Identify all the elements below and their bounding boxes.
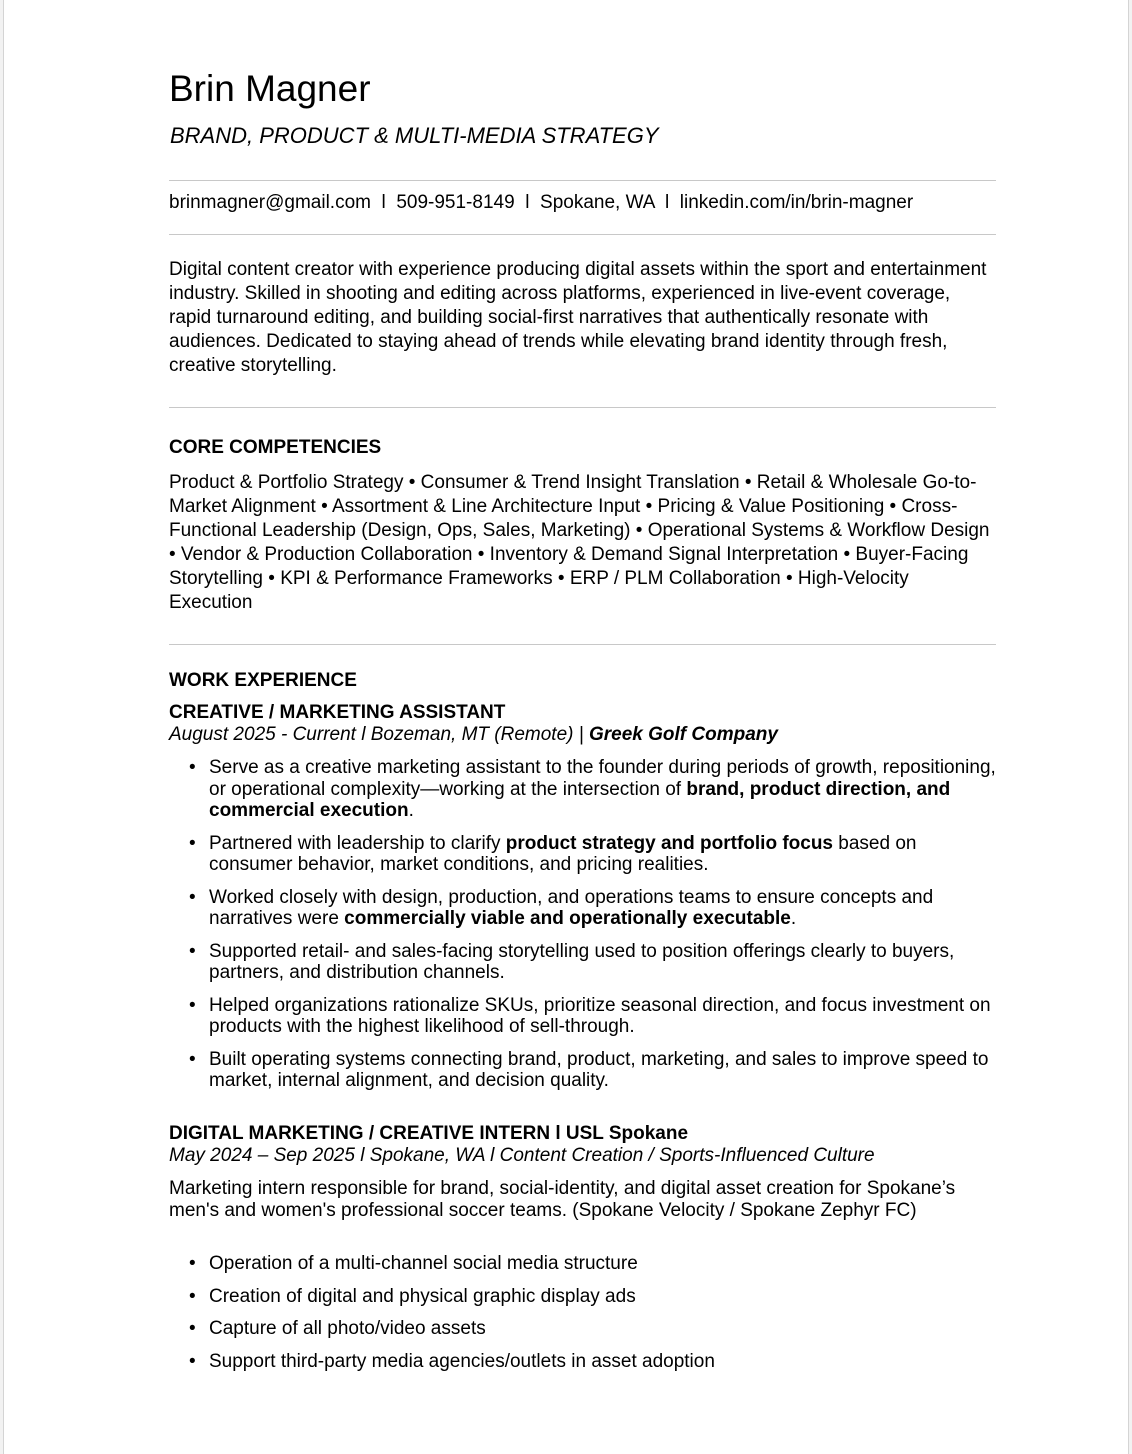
contact-location: Spokane, WA xyxy=(540,192,655,213)
job-location: Spokane, WA xyxy=(369,1145,485,1166)
divider xyxy=(169,180,996,181)
bullet-text: based on consumer behavior, market conditions, and pricing realities. xyxy=(209,832,917,875)
list-item: • Creation of digital and physical graphic display ads xyxy=(169,1286,996,1308)
list-item: • Operation of a multi-channel social media structure xyxy=(169,1253,996,1275)
resume-page xyxy=(3,0,1129,1454)
divider xyxy=(169,234,996,235)
bullet-text: . xyxy=(790,908,797,929)
job-dates: August 2025 - Current xyxy=(169,724,356,745)
contact-separator: l xyxy=(381,192,386,213)
meta-separator: | xyxy=(578,724,584,745)
contact-separator: l xyxy=(665,192,670,213)
job-title xyxy=(169,1123,688,1145)
section-title-core-competencies: CORE COMPETENCIES xyxy=(169,437,382,458)
job-meta xyxy=(169,1145,875,1167)
professional-summary: Digital content creator with experience producing digital assets within the sport and entertainment industry. Skilled in shooting and editing across platforms, experienced in live-event coverage, rapid turnaround editing, and building social-first narratives that authentically resonate with audiences. Dedicated to staying ahead of trends while elevating brand identity through fresh, creative storytelling. xyxy=(169,259,987,376)
job-company: Greek Golf Company xyxy=(588,724,778,745)
contact-line xyxy=(169,191,913,215)
bullet-text: Serve as a creative marketing assistant to the founder during periods of growth, repositioning, or operational complexity—working at the intersection of xyxy=(209,757,996,800)
contact-linkedin: linkedin.com/in/brin-magner xyxy=(679,192,914,213)
bullet-text: Partnered with leadership to clarify xyxy=(209,832,506,854)
job-bullets xyxy=(169,1253,996,1383)
title-separator: l xyxy=(555,1123,561,1144)
contact-email: brinmagner@gmail.com xyxy=(169,192,371,213)
list-item xyxy=(169,995,996,1038)
candidate-name: Brin Magner xyxy=(169,68,371,109)
meta-separator: l xyxy=(490,1145,495,1166)
job-company: USL Spokane xyxy=(565,1123,689,1144)
divider xyxy=(169,407,996,408)
bullet-text: Helped organizations rationalize SKUs, prioritize seasonal direction, and focus investment on products with the highest likelihood of sell-through. xyxy=(209,994,991,1037)
job-bullets xyxy=(169,757,996,1103)
section-title-work-experience: WORK EXPERIENCE xyxy=(169,670,357,691)
bullet-emphasis: brand, product direction, and commercial execution xyxy=(209,778,951,821)
bullet-text: Worked closely with design, production, and operations teams to ensure concepts and narratives were xyxy=(209,886,934,929)
job-title: CREATIVE / MARKETING ASSISTANT xyxy=(169,702,506,723)
list-item: • Support third-party media agencies/outlets in asset adoption xyxy=(169,1351,996,1373)
candidate-headline: BRAND, PRODUCT & MULTI-MEDIA STRATEGY xyxy=(170,123,659,148)
meta-separator: l xyxy=(361,724,366,745)
contact-separator: l xyxy=(525,192,530,213)
list-item: • Capture of all photo/video assets xyxy=(169,1318,996,1340)
bullet-emphasis: product strategy and portfolio focus xyxy=(505,832,833,854)
job-focus: Content Creation / Sports-Influenced Culture xyxy=(499,1145,875,1166)
list-item xyxy=(169,833,996,876)
bullet-text: . xyxy=(408,800,414,821)
core-competencies-list: Product & Portfolio Strategy • Consumer & Trend Insight Translation • Retail & Wholesale Go-to-Market Alignment • Assortment & Line Architecture Input • Pricing & Value Positioning • Cross-Functional Leadership (Design, Ops, Sales, Marketing) • Operational Systems & Workflow Design • Vendor & Production Collaboration • Inventory & Demand Signal Interpretation • Buyer-Facing Storytelling • KPI & Performance Frameworks • ERP / PLM Collaboration • High-Velocity Execution xyxy=(169,472,990,613)
bullet-emphasis: commercially viable and operationally executable xyxy=(344,908,791,929)
divider xyxy=(169,644,996,645)
job-dates: May 2024 – Sep 2025 xyxy=(169,1145,355,1166)
list-item xyxy=(169,941,996,984)
bullet-text: Supported retail- and sales-facing storytelling used to position offerings clearly to buyers, partners, and distribution channels. xyxy=(209,940,955,983)
list-item xyxy=(169,887,996,930)
job-meta xyxy=(169,724,778,746)
job-title-text: DIGITAL MARKETING / CREATIVE INTERN xyxy=(169,1123,551,1144)
meta-separator: l xyxy=(360,1145,365,1166)
list-item xyxy=(169,757,996,822)
list-item xyxy=(169,1049,996,1092)
bullet-text: Built operating systems connecting brand, product, marketing, and sales to improve speed to market, internal alignment, and decision quality. xyxy=(209,1048,989,1091)
contact-phone: 509-951-8149 xyxy=(396,192,515,213)
job-description: Marketing intern responsible for brand, social-identity, and digital asset creation for Spokane’s men's and women's professional soccer teams. (Spokane Velocity / Spokane Zephyr FC) xyxy=(169,1178,956,1221)
job-location: Bozeman, MT (Remote) xyxy=(370,724,574,745)
